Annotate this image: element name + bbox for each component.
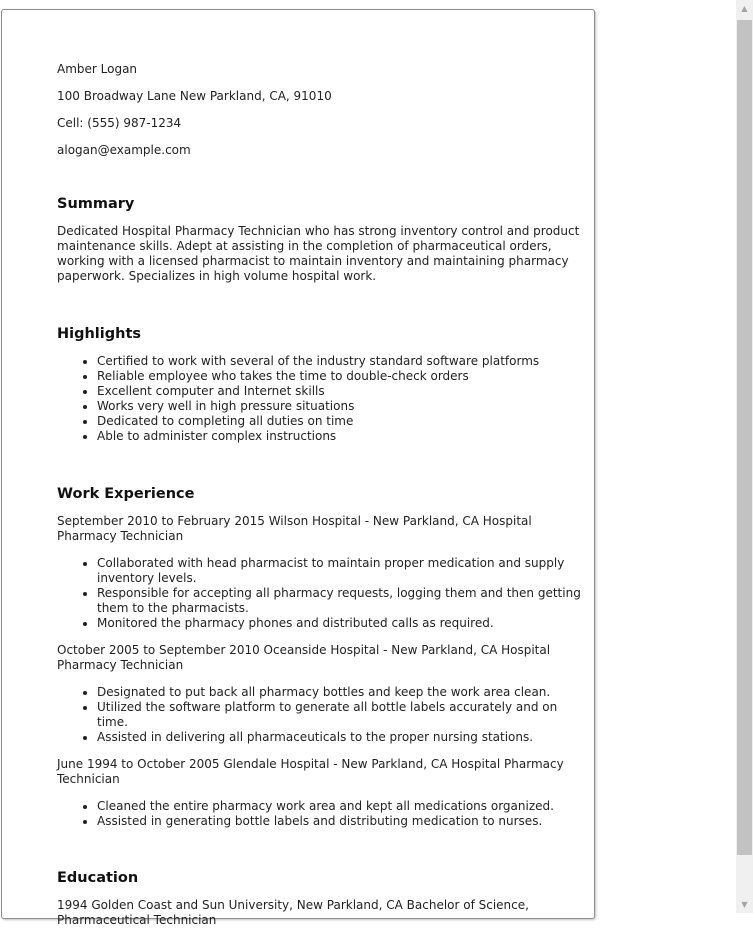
scrollbar-thumb[interactable] <box>737 20 752 855</box>
contact-address: 100 Broadway Lane New Parkland, CA, 91010 <box>57 89 332 103</box>
job-bullet: • Designated to put back all pharmacy bottles and keep the work area clean. <box>97 685 582 700</box>
highlight-item: • Dedicated to completing all duties on time <box>97 414 582 429</box>
highlights-heading: Highlights <box>57 326 142 342</box>
highlight-item: • Certified to work with several of the industry standard software platforms <box>97 354 582 369</box>
job-bullet: • Cleaned the entire pharmacy work area and kept all medications organized. <box>97 799 582 814</box>
job-bullets <box>57 556 582 631</box>
job-heading: June 1994 to October 2005 Glendale Hospital - New Parkland, CA Hospital Pharmacy Technician <box>57 757 564 786</box>
highlight-item: • Able to administer complex instructions <box>97 429 582 444</box>
scroll-down-icon[interactable]: ▼ <box>741 900 748 909</box>
job-bullets <box>57 799 582 829</box>
education-text: 1994 Golden Coast and Sun University, New Parkland, CA Bachelor of Science, Pharmaceutical Technician <box>57 898 529 927</box>
resume-page <box>1 9 595 927</box>
highlights-section <box>57 325 582 444</box>
summary-text: Dedicated Hospital Pharmacy Technician who has strong inventory control and product maintenance skills. Adept at assisting in the completion of pharmaceutical orders, working with a licensed pharmacist to maintain inventory and maintaining pharmacy paperwork. Specializes in high volume hospital work. <box>57 224 580 283</box>
experience-heading: Work Experience <box>57 486 195 502</box>
contact-block <box>57 62 582 158</box>
highlight-item: • Works very well in high pressure situations <box>97 399 582 414</box>
summary-section <box>57 195 582 284</box>
job-bullet: • Assisted in generating bottle labels and distributing medication to nurses. <box>97 814 582 829</box>
contact-phone: Cell: (555) 987-1234 <box>57 116 182 130</box>
summary-heading: Summary <box>57 196 135 212</box>
job-bullet: • Responsible for accepting all pharmacy requests, logging them and then getting them to the pharmacists. <box>97 586 582 616</box>
highlight-item: • Reliable employee who takes the time to double-check orders <box>97 369 582 384</box>
experience-section <box>57 485 582 829</box>
contact-name: Amber Logan <box>57 62 138 76</box>
job-bullet: • Utilized the software platform to generate all bottle labels accurately and on time. <box>97 700 582 730</box>
contact-email: alogan@example.com <box>57 143 191 157</box>
highlight-item: • Excellent computer and Internet skills <box>97 384 582 399</box>
education-heading: Education <box>57 870 139 886</box>
job-heading: October 2005 to September 2010 Oceanside Hospital - New Parkland, CA Hospital Pharmacy Technician <box>57 643 551 672</box>
job-bullet: • Assisted in delivering all pharmaceuticals to the proper nursing stations. <box>97 730 582 745</box>
resume-content <box>57 62 582 928</box>
job-heading: September 2010 to February 2015 Wilson Hospital - New Parkland, CA Hospital Pharmacy Technician <box>57 514 532 543</box>
highlights-list <box>57 354 582 444</box>
scroll-up-icon[interactable]: ▲ <box>741 4 748 13</box>
job-bullet: • Monitored the pharmacy phones and distributed calls as required. <box>97 616 582 631</box>
vertical-scrollbar[interactable] <box>736 0 753 913</box>
education-section <box>57 869 582 928</box>
job-bullets <box>57 685 582 745</box>
job-bullet: • Collaborated with head pharmacist to maintain proper medication and supply inventory levels. <box>97 556 582 586</box>
